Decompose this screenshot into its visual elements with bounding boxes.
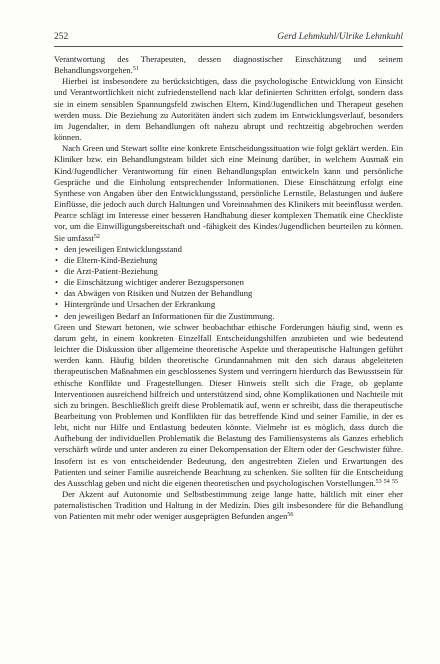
paragraph: Der Akzent auf Autonomie und Selbstbestimmung zeige lange hatte, hältlich mit einer eher paternalistischen Tradition und Haltung in der Medizin. Dies gilt insbesondere für die Behandlung von Patienten mit mehr oder weniger ausgeprägten Befunden angen$^{56}$ <box>54 489 403 522</box>
footnote-ref[interactable]: 55 <box>391 478 398 485</box>
running-header-authors: Gerd Lehmkuhl/Ulrike Lehmkuhl <box>277 32 403 42</box>
paragraph: Nach Green und Stewart sollte eine konkrete Entscheidungssituation wie folgt geklärt werden. Ein Kliniker bzw. ein Behandlungsteam bildet sich eine Meinung darüber, in welchem Ausmaß ein Kind/Jugendlicher Verantwortung für einen Behandlungsplan entwickeln kann und persönliche Gespräche und die Einholung entsprechender Informationen. Diese Einschätzung erfolgt eine Synthese von Angaben über den Entwicklungsstand, persönliche Lernstile, Belastungen und äußere Einflüsse, die jedoch auch durch Haltungen und Voreinnahmen des Klinikers mit beeinflusst werden. Pearce schlägt im Interesse einer besseren Handhabung dieser komplexen Thematik eine Checkliste vor, um die Einwilligungsbereitschaft und -fähigkeit des Kindes/Jugendlichen beurteilen zu können. Sie umfasst$^{52}$ <box>54 143 403 243</box>
list-item: • Hintergründe und Ursachen der Erkrankung <box>64 299 403 310</box>
paragraph: Hierbei ist insbesondere zu berücksichtigen, dass die psychologische Entwicklung von Einsicht und Verantwortlichkeit nicht zufriedenstellend nach klar definierten Schritten erfolgt, sondern dass sie in einem sensiblen Spannungsfeld zwischen Eltern, Kind/Jugendlichen und Therapeut gesehen werden muss. Die Beziehung zu Autoritäten ändert sich zudem im Entwicklungsverlauf, besonders im Jugendalter, in dem Behandlungen oft nahezu abrupt und rechtzeitig abgebrochen werden können. <box>54 76 403 143</box>
footnote-ref[interactable]: 51 <box>132 66 139 73</box>
paragraph: Green und Stewart betonen, wie schwer beobachtbar ethische Forderungen häufig sind, wenn es darum geht, in einem konkreten Einzelfall Entscheidungshilfen anzubieten und wie bedeutend leichter die Diskussion über allgemeine theoretische Aspekte und therapeutische Haltungen geführt werden kann. Häufig bilden theoretische Grundannahmen mit den sich daraus abgeleiteten therapeutischen Maßnahmen ein geschlossenes System und verringern hierdurch das Bewusstsein für ethische Konflikte und Fragestellungen. Dieser Hinweis stellt sich die Frage, ob geplante Interventionen ausreichend hilfreich und unterstützend sind, ohne Komplikationen und Nachteile mit sich zu bringen. Beschließlich greift diese Problematik auf, wenn er schreibt, dass die therapeutische Bearbeitung von Problemen und Konflikten für das betreffende Kind und seiner Familie, in der es lebt, nicht nur Hilfe und Entlastung bedeuten könnte. Vielmehr ist es möglich, dass durch die Aufhebung der individuellen Problematik die Belastung des Familiensystems als Ganzes erheblich verschärft würde und unter anderen zu einer Dekompensation der Eltern oder der Geschwister führe. Insofern ist es von entscheidender Bedeutung, den angestrebten Zielen und Erwartungen des Patienten und seiner Familie ausreichende Beachtung zu schenken. Sie sollten für die Entscheidung des Ausschlag geben und nicht die eigenen theoretischen und psychologischen Vorstellungen.$^{53}$ $^{54}$ $^{55}$ <box>54 321 403 488</box>
list-item: • den jeweiligen Bedarf an Informationen für die Zustimmung. <box>64 311 403 322</box>
page-number: 252 <box>54 32 69 42</box>
list-item: • die Eltern-Kind-Beziehung <box>64 255 403 266</box>
body-text <box>54 54 403 654</box>
list-item: • das Abwägen von Risiken und Nutzen der Behandlung <box>64 288 403 299</box>
running-header <box>54 32 403 46</box>
list-item: • die Arzt-Patient-Beziehung <box>64 266 403 277</box>
header-rule <box>54 46 403 47</box>
footnote-ref[interactable]: 52 <box>93 233 100 240</box>
footnote-ref[interactable]: 54 <box>383 478 390 485</box>
footnote-ref[interactable]: 56 <box>287 512 294 519</box>
list-item: • den jeweiligen Entwicklungsstand <box>64 244 403 255</box>
footnote-ref[interactable]: 53 <box>375 478 382 485</box>
paragraph: Verantwortung des Therapeuten, dessen diagnostischer Einschätzung und seinem Behandlungsvorgehen.$^{51}$ <box>54 54 403 76</box>
list-item: • die Einschätzung wichtiger anderer Bezugspersonen <box>64 277 403 288</box>
bullet-list <box>54 244 403 322</box>
